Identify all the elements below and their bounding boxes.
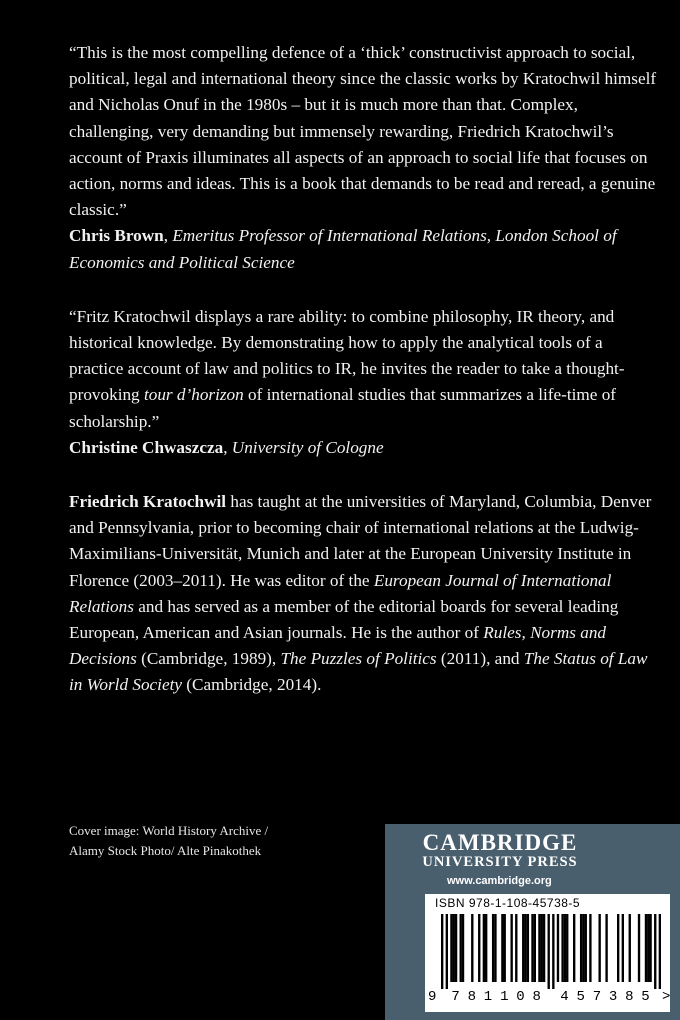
barcode-bar (645, 914, 647, 982)
barcode-bar (649, 914, 651, 982)
barcode-digit: 4 (560, 989, 569, 1005)
review-1-affiliation: Emeritus Professor of International Relations, London School of Economics and Political Science (69, 226, 617, 272)
barcode-bar (478, 914, 480, 982)
barcode-bars (441, 914, 661, 989)
review-2-quote (69, 304, 659, 435)
barcode-bar (494, 914, 496, 982)
barcode-bar (598, 914, 600, 982)
review-1-quote: “This is the most compelling defence of a ‘thick’ constructivist approach to social, political, legal and international theory since the classic works by Kratochwil himself and Nicholas Onuf in the 1980s – but it is much more than that. Complex, challenging, very demanding but immensely rewarding, Friedrich Kratochwil’s account of Praxis illuminates all aspects of an approach to social life that focuses on action, norms and ideas. This is a book that demands to be read and reread, a genuine classic.” (69, 43, 657, 220)
barcode-bar (524, 914, 526, 982)
barcode-digit: 8 (532, 989, 541, 1005)
cover-image-credit (69, 821, 268, 860)
barcode-digit: 7 (592, 989, 602, 1005)
barcode-digit: 5 (576, 989, 585, 1005)
review-1-name: Chris Brown (69, 226, 164, 246)
review-2-quote-part-1: “Fritz Kratochwil displays a rare ability: to combine philosophy, IR theory, and historical knowledge. By demonstrating how to apply the analytical tools of a practice account of law and politics to IR, he invites the reader to take a thought-provoking (69, 306, 625, 405)
review-1-attribution: Chris Brown, Emeritus Professor of International Relations, London School of Economics and Political Science (69, 226, 617, 272)
barcode-bar (531, 914, 533, 982)
barcode-bar (552, 914, 554, 989)
barcode-bar (485, 914, 487, 982)
review-2-name: Christine Chwaszcza (69, 437, 224, 457)
barcode-bar (605, 914, 607, 982)
barcode-digit: 8 (625, 989, 634, 1005)
bio-journal-title: European Journal of International Relations (69, 570, 612, 616)
bio-book-title-3: The Status of Law in World Society (69, 649, 648, 695)
barcode-bar (617, 914, 619, 982)
barcode-bar (501, 914, 503, 982)
barcode (425, 894, 670, 1012)
barcode-bar (441, 914, 443, 989)
barcode-digit: 5 (641, 989, 650, 1005)
barcode-bar (647, 914, 649, 982)
barcode-bar (573, 914, 575, 982)
bio-text-5: (Cambridge, 2014). (181, 675, 322, 695)
barcode-bar (483, 914, 485, 982)
author-bio-text (69, 489, 659, 699)
barcode-bar (515, 914, 517, 982)
bio-text-1: has taught at the universities of Maryland, Columbia, Denver and Pennsylvania, prior to becoming chair of international relations at the Ludwig-Maximilians-Universität, Munich and later at the European University Institute in Florence (2003–2011). He was editor of the (69, 492, 652, 590)
barcode-digit: 1 (483, 989, 493, 1005)
barcode-bar (629, 914, 631, 982)
barcode-bar (557, 914, 559, 982)
barcode-bar (659, 914, 661, 989)
barcode-bar (538, 914, 540, 982)
barcode-digit: 1 (500, 989, 509, 1005)
barcode-digit: 3 (608, 989, 618, 1005)
barcode-digit: 7 (451, 989, 460, 1005)
barcode-bar (585, 914, 587, 982)
review-2-quote-part-2: of international studies that summarizes a life-time of scholarship.” (69, 385, 617, 431)
barcode-bar (589, 914, 591, 982)
barcode-bar (471, 914, 473, 982)
barcode-digit: 8 (467, 989, 476, 1005)
barcode-bar (548, 914, 550, 989)
publisher-panel (385, 824, 680, 1020)
credit-line-2: Alamy Stock Photo/ Alte Pinakothek (69, 842, 262, 858)
review-2-attribution: Christine Chwaszcza, University of Cologne (69, 437, 384, 457)
back-cover-text (69, 40, 659, 699)
credit-line-1: Cover image: World History Archive / (69, 823, 269, 838)
publisher-url[interactable]: www.cambridge.org (447, 875, 552, 887)
barcode-bar (566, 914, 568, 982)
barcode-bar (561, 914, 563, 982)
barcode-bar (654, 914, 656, 989)
barcode-bar (638, 914, 640, 982)
barcode-bar (543, 914, 545, 982)
bio-text-3: (Cambridge, 1989), (136, 649, 281, 669)
author-bio (69, 489, 659, 699)
review-2-quote-italic: tour d’horizon (143, 385, 244, 405)
barcode-bar (622, 914, 624, 982)
publisher-press: UNIVERSITY PRESS (422, 854, 578, 870)
review-1 (69, 40, 659, 276)
barcode-digit: > (662, 989, 671, 1005)
review-2 (69, 304, 659, 461)
barcode-bar (541, 914, 543, 982)
barcode-bar (455, 914, 457, 982)
barcode-digit: 0 (516, 989, 525, 1005)
review-2-affiliation: University of Cologne (231, 437, 384, 457)
barcode-digit: 9 (428, 989, 437, 1005)
barcode-bar (504, 914, 506, 982)
barcode-bar (534, 914, 536, 982)
isbn-label: ISBN 978-1-108-45738-5 (435, 896, 581, 910)
author-name: Friedrich Kratochwil (69, 492, 227, 512)
barcode-bar (492, 914, 494, 982)
barcode-bar (582, 914, 584, 982)
bio-book-title-2: The Puzzles of Politics (280, 649, 437, 669)
barcode-bar (446, 914, 448, 989)
bio-text-4: (2011), and (436, 649, 524, 669)
barcode-bar (450, 914, 452, 982)
barcode-bar (460, 914, 462, 982)
barcode-bar (564, 914, 566, 982)
bio-book-title-1: Rules, Norms and Decisions (69, 623, 607, 669)
barcode-bar (522, 914, 524, 982)
barcode-bar (462, 914, 464, 982)
barcode-bar (527, 914, 529, 982)
barcode-bar (453, 914, 455, 982)
barcode-bar (510, 914, 512, 982)
bio-text-2: and has served as a member of the editorial boards for several leading European, American and Asian journals. He is the author of (69, 596, 619, 643)
barcode-bar (580, 914, 582, 982)
publisher-name: CAMBRIDGE (422, 830, 578, 855)
